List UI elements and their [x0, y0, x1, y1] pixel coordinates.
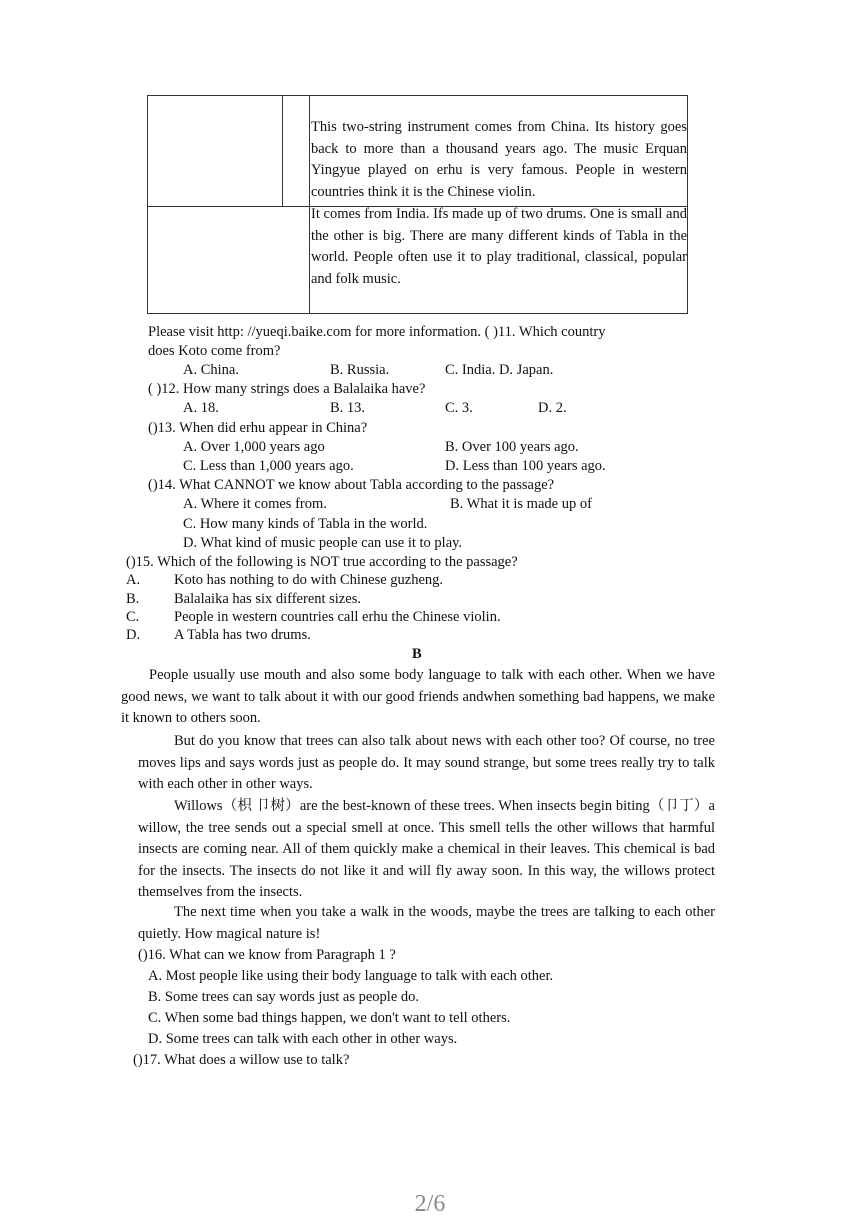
q14-option-a: A. Where it comes from. — [183, 496, 327, 512]
q16-option-b: B. Some trees can say words just as people do. — [148, 989, 420, 1005]
visit-line: Please visit http: //yueqi.baike.com for more information. ( )11. Which country — [148, 324, 606, 340]
q13-option-a: A. Over 1,000 years ago — [183, 439, 325, 455]
q16-option-c: C. When some bad things happen, we don't want to tell others. — [148, 1010, 511, 1026]
tabla-description: It comes from India. Ifs made up of two drums. One is small and the other is big. There are many different kinds of Tabla in the world. People often use it to play traditional, classical, popular and folk music. — [311, 206, 687, 288]
q13-stem: ()13. When did erhu appear in China? — [148, 420, 368, 436]
q11-option-b: B. Russia. — [330, 362, 390, 378]
q12-option-b: B. 13. — [330, 400, 366, 416]
q12-option-d: D. 2. — [538, 400, 567, 416]
q11-option-cd: C. India. D. Japan. — [445, 362, 554, 378]
table-column-divider — [282, 96, 283, 206]
q16-stem: ()16. What can we know from Paragraph 1 ? — [138, 947, 396, 963]
q15-stem: ()15. Which of the following is NOT true according to the passage? — [126, 554, 518, 570]
page-number: 2/6 — [414, 1191, 446, 1217]
q15-option-b: Balalaika has six different sizes. — [174, 591, 361, 607]
instrument-table — [147, 95, 688, 314]
q14-option-c: C. How many kinds of Tabla in the world. — [183, 516, 428, 532]
q16-option-d: D. Some trees can talk with each other in other ways. — [148, 1031, 458, 1047]
passage-paragraph-1: People usually use mouth and also some body language to talk with each other. When we have good news, we want to talk about it with our good friends andwhen something bad happens, we make it known to others soon. — [121, 667, 715, 726]
q13-option-c: C. Less than 1,000 years ago. — [183, 458, 354, 474]
q16-option-a: A. Most people like using their body language to talk with each other. — [148, 968, 554, 984]
q15-option-c: People in western countries call erhu the Chinese violin. — [174, 609, 501, 625]
q15-label-a: A. — [126, 572, 141, 588]
q15-label-c: C. — [126, 609, 140, 625]
q15-option-a: Koto has nothing to do with Chinese guzheng. — [174, 572, 444, 588]
q15-label-d: D. — [126, 627, 141, 643]
passage-paragraph-2: But do you know that trees can also talk about news with each other too? Of course, no tree moves lips and says words just as people do. It may sound strange, but some trees really try to talk with each other in other ways. — [138, 733, 715, 792]
q14-option-b: B. What it is made up of — [450, 496, 592, 512]
q17-stem: ()17. What does a willow use to talk? — [133, 1052, 350, 1068]
q14-option-d: D. What kind of music people can use it to play. — [183, 535, 463, 551]
q12-stem: ( )12. How many strings does a Balalaika have? — [148, 381, 426, 397]
table-column-divider — [309, 206, 310, 313]
passage-paragraph-3: Willows（枳 卩树）are the best-known of these trees. When insects begin biting（卩丁）a willow, the tree sends out a special smell at once. This smell tells the other willows that harmful insects are coming near. All of them quickly make a chemical in their leaves. This chemical is bad for the insects. The insects do not like it and will fly away soon. In this way, the willows protect themselves from the insects. — [138, 798, 715, 900]
q12-option-c: C. 3. — [445, 400, 473, 416]
q13-option-d: D. Less than 100 years ago. — [445, 458, 606, 474]
table-column-divider — [309, 96, 310, 206]
q14-stem: ()14. What CANNOT we know about Tabla according to the passage? — [148, 477, 555, 493]
q15-option-d: A Tabla has two drums. — [174, 627, 311, 643]
q11-stem: does Koto come from? — [148, 343, 281, 359]
section-heading: B — [412, 646, 422, 662]
q15-label-b: B. — [126, 591, 140, 607]
passage-paragraph-4: The next time when you take a walk in the woods, maybe the trees are talking to each other quietly. How magical nature is! — [138, 904, 715, 942]
q11-option-a: A. China. — [183, 362, 239, 378]
q12-option-a: A. 18. — [183, 400, 219, 416]
erhu-description: This two-string instrument comes from China. Its history goes back to more than a thousand years ago. The music Erquan Yingyue played on erhu is very famous. People in western countries think it is the Chinese violin. — [311, 119, 687, 201]
q13-option-b: B. Over 100 years ago. — [445, 439, 579, 455]
